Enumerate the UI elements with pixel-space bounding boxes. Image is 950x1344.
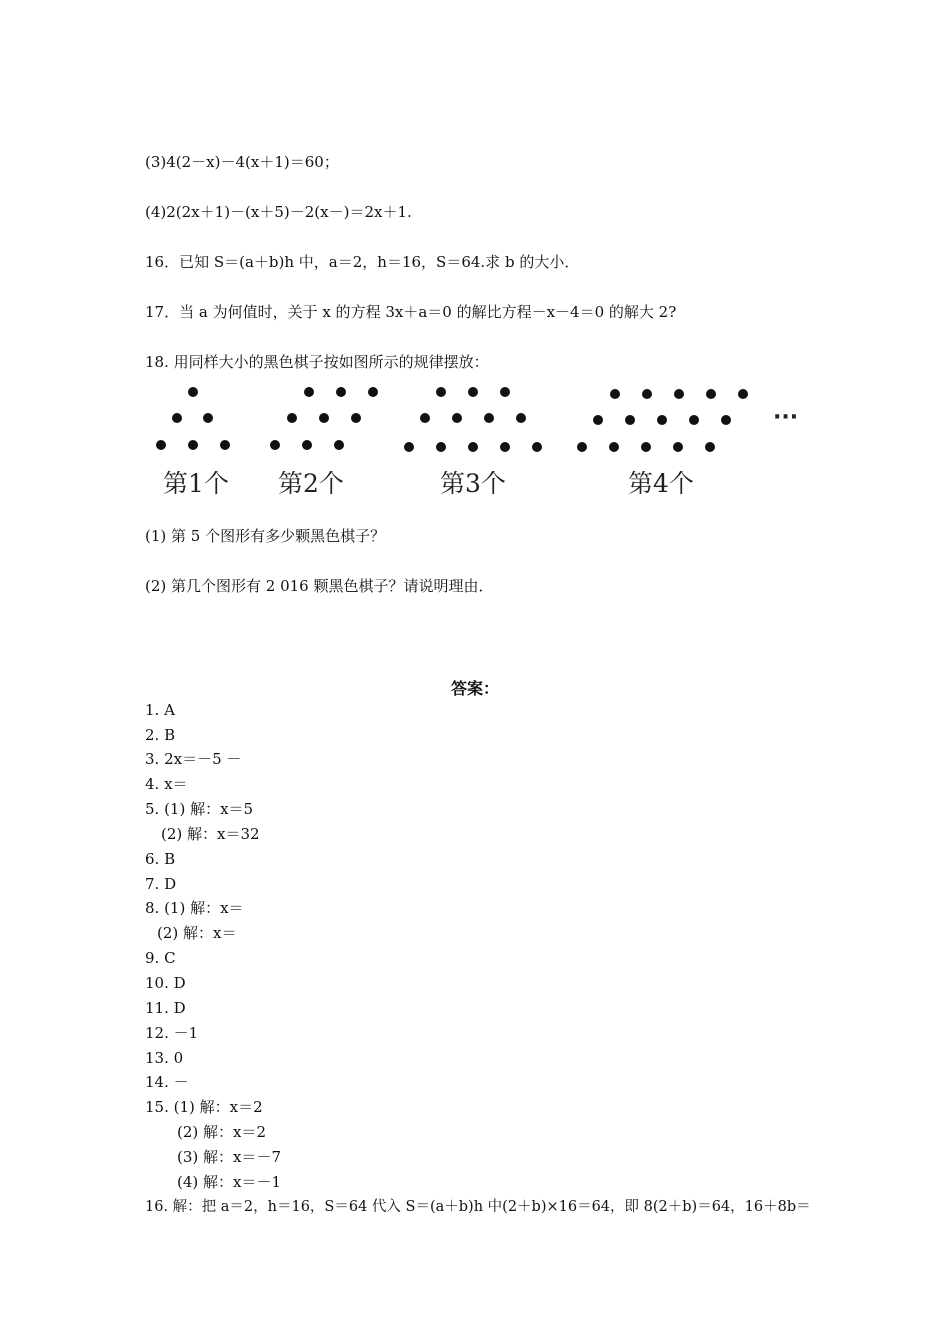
answer-line: 1. A [145, 701, 175, 719]
chess-piece-dot [705, 442, 715, 452]
chess-piece-dot [436, 442, 446, 452]
chess-piece-dot [673, 442, 683, 452]
chess-piece-dot [642, 389, 652, 399]
question-18-part-1: (1) 第 5 个图形有多少颗黑色棋子？ [145, 527, 386, 545]
chess-piece-dot [738, 389, 748, 399]
chess-piece-dot [287, 413, 297, 423]
chess-piece-dot [203, 413, 213, 423]
figure-1 [156, 387, 230, 498]
question-17: 17．当 a 为何值时，关于 x 的方程 3x＋a＝0 的解比方程－x－4＝0 的解大 2? [145, 303, 677, 321]
chess-piece-dot [436, 387, 446, 397]
figure-2-label: 第2个 [278, 469, 344, 498]
chess-piece-dot [172, 413, 182, 423]
chess-piece-dot [368, 387, 378, 397]
answer-line: 10. D [145, 974, 186, 992]
question-15-part-4: (4)2(2x＋1)－(x＋5)－2(x－)＝2x＋1. [145, 203, 412, 221]
chess-piece-dot [270, 440, 280, 450]
answer-line: 11. D [145, 999, 186, 1017]
chess-piece-dot [188, 440, 198, 450]
chess-piece-dot [468, 442, 478, 452]
chess-piece-dot [689, 415, 699, 425]
chess-piece-dot [610, 389, 620, 399]
question-15-part-3: (3)4(2－x)－4(x＋1)＝60； [145, 153, 339, 171]
answer-line: (4) 解：x＝－1 [177, 1173, 282, 1191]
chess-piece-dot [674, 389, 684, 399]
question-18-part-2: (2) 第几个图形有 2 016 颗黑色棋子？请说明理由． [145, 577, 494, 595]
chess-piece-dot [593, 415, 603, 425]
chess-piece-dot [500, 442, 510, 452]
question-18: 18. 用同样大小的黑色棋子按如图所示的规律摆放： [145, 353, 489, 371]
chess-piece-dot [452, 413, 462, 423]
answer-line: (2) 解：x＝32 [161, 825, 260, 843]
chess-piece-dot [188, 387, 198, 397]
chess-pieces-pattern-figure [145, 378, 825, 508]
chess-piece-dot [351, 413, 361, 423]
chess-piece-dot [500, 387, 510, 397]
answer-line: 4. x＝ [145, 775, 188, 793]
ellipsis: ··· [773, 405, 799, 430]
chess-piece-dot [304, 387, 314, 397]
answer-line: 9. C [145, 949, 176, 967]
figure-4-label: 第4个 [628, 469, 694, 498]
answer-line: 12. －1 [145, 1024, 199, 1042]
chess-piece-dot [468, 387, 478, 397]
chess-piece-dot [156, 440, 166, 450]
answer-line: (3) 解：x＝－7 [177, 1148, 282, 1166]
answers-title: 答案： [450, 679, 499, 698]
answer-line: (2) 解：x＝ [157, 924, 237, 942]
chess-piece-dot [404, 442, 414, 452]
chess-piece-dot [319, 413, 329, 423]
answer-line: 5. (1) 解：x＝5 [145, 800, 254, 818]
figure-3 [404, 387, 542, 498]
answer-line: 13. 0 [145, 1049, 184, 1067]
answer-line: 14. － [145, 1073, 189, 1091]
figure-3-label: 第3个 [440, 469, 506, 498]
chess-piece-dot [641, 442, 651, 452]
chess-piece-dot [577, 442, 587, 452]
answer-line: 8. (1) 解：x＝ [145, 899, 244, 917]
figure-1-label: 第1个 [163, 469, 229, 498]
answer-line: 3. 2x＝－5 － [145, 750, 242, 768]
chess-piece-dot [336, 387, 346, 397]
answer-line: 7. D [145, 875, 177, 893]
chess-piece-dot [721, 415, 731, 425]
chess-piece-dot [302, 440, 312, 450]
answer-line: 15. (1) 解：x＝2 [145, 1098, 263, 1116]
answer-line: 6. B [145, 850, 176, 868]
figure-4 [577, 389, 748, 498]
chess-piece-dot [706, 389, 716, 399]
chess-piece-dot [657, 415, 667, 425]
chess-piece-dot [532, 442, 542, 452]
chess-piece-dot [420, 413, 430, 423]
chess-piece-dot [334, 440, 344, 450]
question-16: 16．已知 S＝(a＋b)h 中，a＝2，h＝16，S＝64.求 b 的大小． [145, 253, 580, 271]
chess-piece-dot [609, 442, 619, 452]
answer-line: (2) 解：x＝2 [177, 1123, 267, 1141]
chess-piece-dot [625, 415, 635, 425]
answer-line: 2. B [145, 726, 176, 744]
chess-piece-dot [220, 440, 230, 450]
figure-2 [270, 387, 378, 498]
chess-piece-dot [484, 413, 494, 423]
answer-line: 16. 解：把 a＝2，h＝16，S＝64 代入 S＝(a＋b)h 中(2＋b)×16＝64，即 8(2＋b)＝64，16＋8b＝ [145, 1199, 811, 1215]
chess-piece-dot [516, 413, 526, 423]
